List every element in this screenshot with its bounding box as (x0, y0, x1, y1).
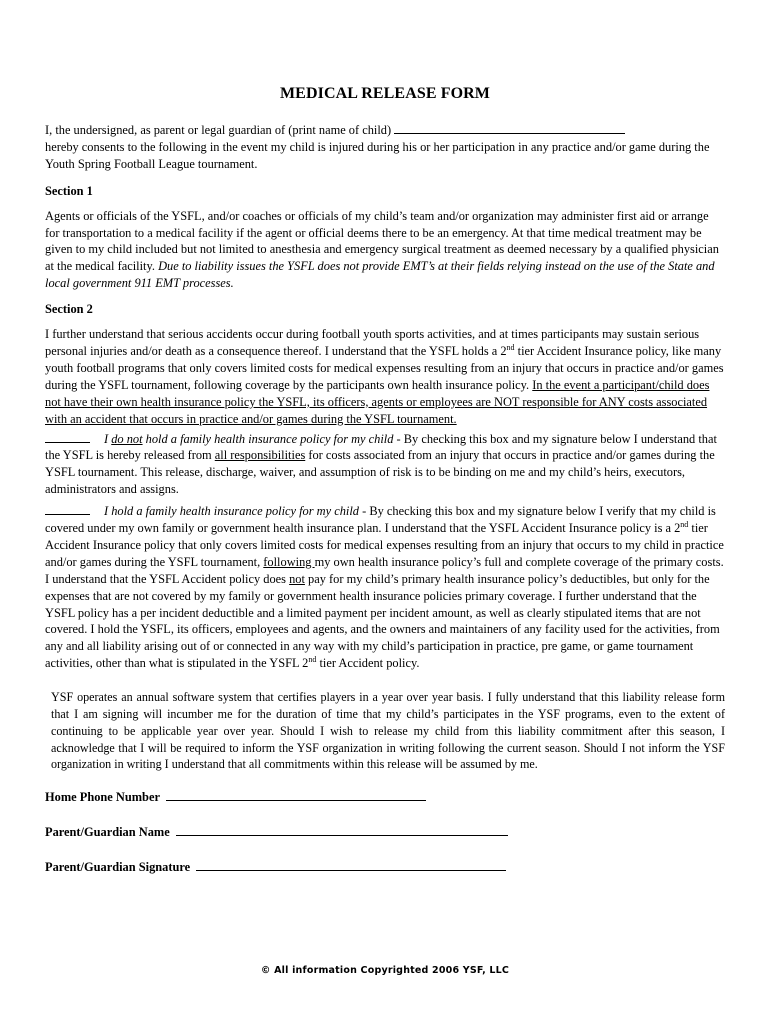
option-has-policy-text-3: my own health insurance policy’s full and complete coverage of the primary costs. I understand that the YSFL Accident policy does (45, 554, 724, 586)
guardian-signature-field[interactable] (196, 857, 506, 871)
page-title: MEDICAL RELEASE FORM (279, 85, 491, 102)
home-phone-field[interactable] (166, 787, 426, 801)
following-emphasis: following (263, 554, 315, 569)
signature-fields (45, 787, 725, 892)
option-no-policy-label: I do not hold a family health insurance policy for my child (104, 431, 394, 446)
intro-text: I, the undersigned, as parent or legal guardian of (print name of child) (45, 123, 395, 137)
option-no-policy-text-continued: for costs associated from an injury that occurs in practice and/or games during the YSFL tournament. This release, discharge, waiver, and assumption of risk is to be binding on me and my child’s heirs, executors, administrators and assigns. (45, 448, 715, 497)
ordinal-sup: nd (506, 342, 515, 352)
ordinal-sup: nd (680, 519, 689, 529)
intro-text-continued: hereby consents to the following in the event my child is injured during his or her participation in any practice and/or game during the Youth Spring Football League tournament. (45, 139, 710, 171)
section-2-body (45, 326, 725, 427)
section-2-text: I further understand that serious accidents occur during football youth sports activities, and at times participants may sustain serious personal injuries and/or death as a consequence thereof. I understand that the YSFL holds a 2 (45, 327, 700, 358)
section-2-text-continued: tier Accident Insurance policy, like many youth football programs that only covers limited costs for medical expenses resulting from an injury that occurs in practice and/or games during the YSFL tournament, following coverage by the participants own health insurance policy. (45, 343, 724, 392)
copyright-footer: © All information Copyrighted 2006 YSF, LLC (260, 965, 510, 976)
home-phone-row (45, 787, 725, 822)
ordinal-sup: nd (308, 655, 317, 665)
all-responsibilities-emphasis: all responsibilities (214, 448, 306, 463)
form-page (45, 84, 725, 892)
child-name-field[interactable] (394, 121, 625, 134)
option-has-policy (45, 502, 725, 672)
option-has-policy-text-2: tier Accident Insurance policy that only covers limited costs for medical expenses resulting from an injury that occurs to my child in practice and/or games during the YSFL tournament, (45, 521, 724, 569)
guardian-signature-label: Parent/Guardian Signature (45, 860, 191, 875)
section-1-body (45, 208, 725, 293)
intro-paragraph (45, 121, 725, 173)
guardian-signature-row (45, 857, 725, 892)
section-1-text: Agents or officials of the YSFL, and/or coaches or officials of my child’s team and/or organization may administer first aid or arrange for transportation to a medical facility if the agent or official deems there to be an emergency. At that time medical treatment may be given to my child included but not limited to anesthesia and emergency surgical treatment as deemed necessary by a qualified physician at the medical facility. (45, 208, 719, 274)
option-has-policy-text-4: pay for my child’s primary health insurance policy’s deductibles, but only for the expenses that are not covered by my family or government health insurance policies primary coverage. I further understand that the YSFL policy has a per incident deductible and a limited payment per incident amount, as well as clearly stipulated items that are not covered. I hold the YSFL, its officers, employees and agents, and the owners and maintainers of any facility used for the activities, from any and all liability arising out of or connected in any way with my child’s participation in practice, pre game, or game tournament activities, other than what is stipulated in the YSFL 2 (45, 571, 720, 671)
no-policy-checkbox[interactable] (45, 430, 90, 443)
option-no-policy (45, 430, 725, 499)
option-has-policy-label: I hold a family health insurance policy for my child (104, 504, 359, 519)
section-2-heading: Section 2 (45, 302, 93, 317)
guardian-name-label: Parent/Guardian Name (45, 825, 170, 840)
ysf-commitment-paragraph: YSF operates an annual software system that certifies players in a year over year basis. I fully understand that this liability release form that I am signing will incumber me for the duration of time that my child’s participates in the YSF programs, even to the extent of continuing to be applicable year over year. Should I wish to release my child from this liability commitment after this season, I acknowledge that I will be required to inform the YSF organization in writing following the current season. Should I not inform the YSF organization in writing I understand that all commitments within this release will be assumed by me. (51, 690, 725, 772)
option-no-policy-text: - By checking this box and my signature below I understand that the YSFL is hereby released from (45, 431, 717, 463)
has-policy-checkbox[interactable] (45, 502, 90, 515)
option-has-policy-text: - By checking this box and my signature below I verify that my child is covered under my own family or government health insurance plan. I understand that the YSFL Accident Insurance policy is a 2 (45, 504, 716, 536)
option-has-policy-text-5: tier Accident policy. (316, 656, 420, 671)
section-1-heading: Section 1 (45, 183, 93, 198)
not-emphasis: not (289, 571, 305, 586)
section-1-italic-note: Due to liability issues the YSFL does not provide EMT’s at their fields relying instead on the use of the State and local government 911 EMT processes. (45, 259, 715, 291)
guardian-name-row (45, 822, 725, 857)
home-phone-label: Home Phone Number (45, 790, 160, 805)
guardian-name-field[interactable] (176, 822, 508, 836)
section-2-underlined-clause: In the event a participant/child does not have their own health insurance policy the YSFL, its officers, agents or employees are NOT responsible for ANY costs associated with an accident that occurs in practice and/or games during the YSFL tournament. (45, 377, 710, 426)
